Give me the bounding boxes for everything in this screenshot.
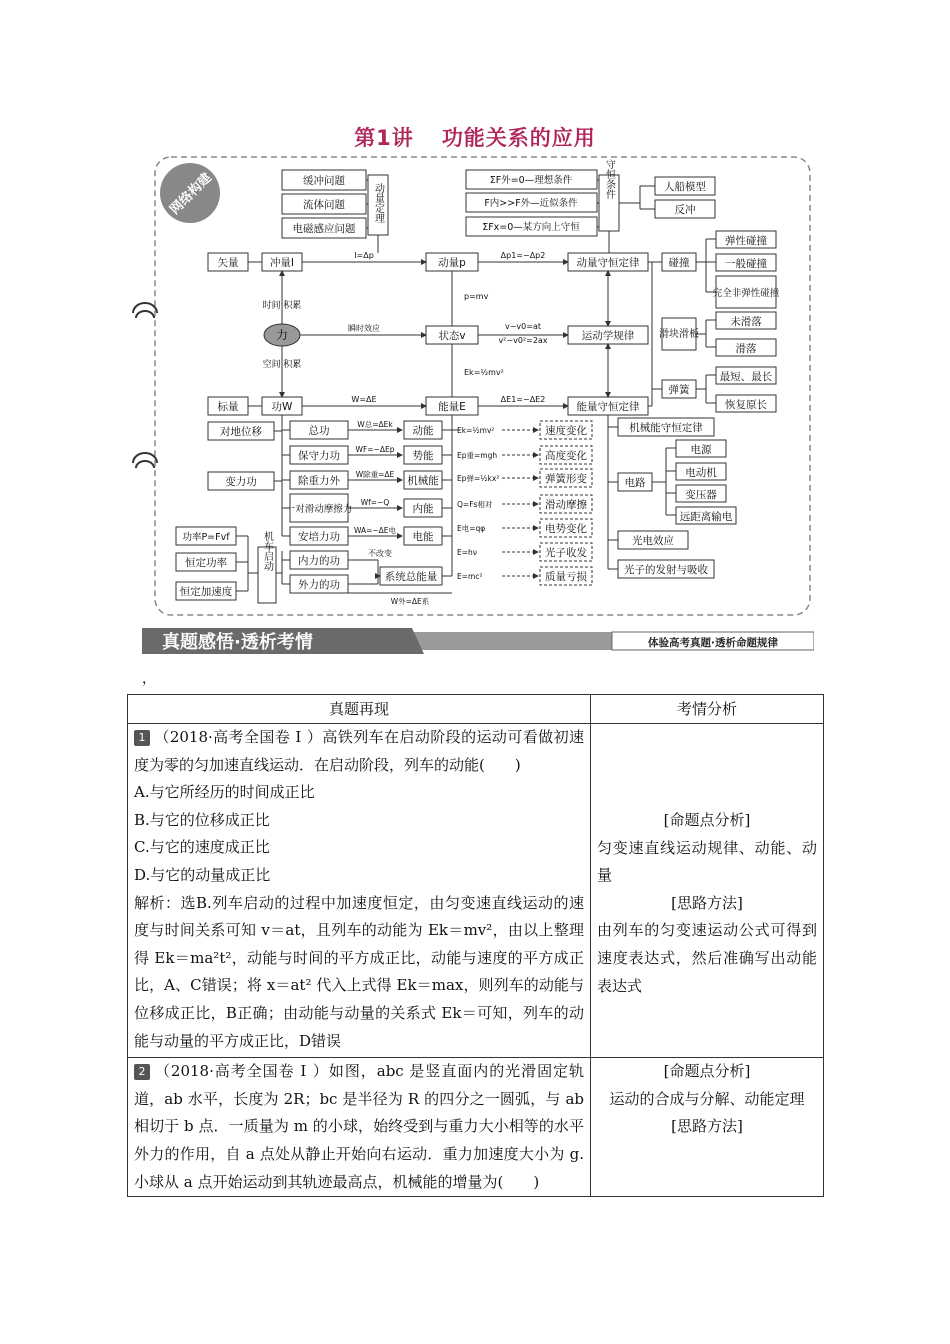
q2-method-heading: [思路方法] [671,1117,743,1136]
node-power: 功率P=Fvf [182,532,230,543]
node-general-collision: 一般碰撞 [725,258,767,270]
node-elastic: 弹性碰撞 [725,235,767,247]
eq-ep-spring: Ep弹=½kx² [457,474,500,483]
node-system-energy: 系统总能量 [384,571,438,583]
eq-mass-energy: E=mc² [457,572,483,581]
node-circuit: 电路 [624,477,646,489]
node-ground-displacement: 对地位移 [220,426,262,438]
node-energy-conservation: 能量守恒定律 [576,401,640,413]
node-approx-cond: F内>>F外—近似条件 [484,198,578,209]
node-transformer: 变压器 [685,489,717,501]
q1-stem [134,724,584,779]
node-ampere-work: 安培力功 [298,531,340,543]
node-spring-deform: 弹簧形变 [545,473,587,485]
node-conservative-work: 保守力功 [298,450,340,462]
node-vehicle-start: 机车启动 [261,531,273,571]
exam-analysis-table [127,694,824,1197]
eq-kinematics-2: v²−v0²=2ax [498,336,548,345]
q2-stem [134,1058,584,1196]
node-photon-emission: 光子的发射与吸收 [624,564,708,576]
node-variable-force-work: 变力功 [225,476,257,488]
node-conservation-cond: 守恒条件 [603,159,615,199]
node-slide-off: 滑落 [735,343,757,355]
q1-method-heading: [思路方法] [671,893,743,912]
eq-impulse: I=Δp [354,251,374,260]
eq-electric: E电=qφ [457,524,486,533]
node-potential: 势能 [412,450,434,462]
binder-ring-bottom [133,453,157,468]
node-motor: 电动机 [685,467,717,479]
node-height-change: 高度变化 [545,450,587,462]
node-velocity-change: 速度变化 [545,425,587,437]
node-momentum-conservation: 动量守恒定律 [576,257,640,269]
node-force: 力 [275,328,289,342]
q1-point-text: 匀变速直线运动规律、动能、动量 [597,838,817,885]
eq-de: ΔE1=−ΔE2 [500,395,546,404]
node-spring: 弹簧 [668,384,690,396]
node-external-work: 外力的功 [298,579,340,591]
eq-photon: E=hν [457,548,477,557]
lecture-number: 第1讲 [354,126,414,150]
header-analysis: 考情分析 [591,695,824,724]
node-internal-work: 内力的功 [298,555,340,567]
node-impulse: 冲量I [269,257,295,269]
node-non-gravity: 除重力外 [298,475,340,487]
eq-ampere: WA=−ΔE电 [353,526,397,535]
node-inelastic: 完全非弹性碰撞 [712,288,780,299]
node-not-slide: 未滑落 [730,316,762,328]
node-energy: 能量E [438,401,466,413]
eq-external: W外=ΔE系 [390,597,430,606]
eq-ek-main: Ek=½mv² [464,368,504,377]
q2-problem-cell [128,1058,591,1197]
network-badge [160,163,220,223]
node-slider: 滑块滑板 [659,329,699,340]
node-transmission: 远距离输电 [679,511,733,523]
node-electric: 电能 [412,531,434,543]
stray-comma: ， [142,671,156,687]
node-friction-pair: 一对滑动摩擦力 [285,504,353,515]
section-banner [142,626,814,656]
eq-kinematics-1: v−v0=at [504,322,542,331]
node-kinematics: 运动学规律 [581,330,635,342]
q2-point-text: 运动的合成与分解、动能定理 [609,1089,805,1108]
node-potential-change: 电势变化 [545,523,587,535]
node-momentum: 动量p [438,257,466,269]
q1-analysis-cell [591,724,824,1058]
node-em-induction: 电磁感应问题 [292,223,356,235]
node-collision: 碰撞 [668,257,690,269]
node-work: 功W [271,401,293,413]
node-vector: 矢量 [217,257,239,269]
node-power-source: 电源 [690,444,712,456]
node-direction-cond: ΣFx=0—某方向上守恒 [482,222,580,233]
eq-friction: Wf=−Q [360,498,390,507]
q1-option-d: D.与它的动量成正比 [134,865,271,884]
eq-work: W=ΔE [351,395,377,404]
node-momentum-theorem: 动量定理 [372,183,384,223]
node-fluid: 流体问题 [303,199,345,211]
q1-option-c: C.与它的速度成正比 [134,838,270,857]
badge-text: 网络构建 [167,170,215,218]
mindmap-labels [180,158,780,606]
node-mass-defect: 质量亏损 [545,571,587,583]
q2-number: 2 [134,1064,150,1080]
banner-title: 真题感悟·透析考情 [162,632,313,653]
node-constant-acc: 恒定加速度 [179,586,233,598]
q1-analysis: 解析：选B.列车启动的过程中加速度恒定，由匀变速直线运动的速度与时间关系可知 v＝at，且列车的动能为 Ek＝mv²，由以上整理得 Ek＝ma²t²，动能与时间的平方成正比，动能与速度的平方成正比，A、C错误；将 x＝at² 代入上式得 Ek＝max，则列车的动能与位移成正比，B正确；由动能与动量的关系式 Ek＝可知，列车的动能与动量的平方成正比，D错误 [134,893,584,1050]
eq-non-gravity: W除重=ΔE [355,470,395,479]
eq-total-work: W总=ΔEk [357,420,393,429]
node-shortest-longest: 最短、最长 [719,371,773,383]
q1-method-text: 由列车的匀变速运动公式可得到速度表达式，然后准确写出动能表达式 [597,921,817,995]
node-constant-power: 恒定功率 [185,557,227,569]
node-mechanical-conservation: 机械能守恒定律 [629,422,703,434]
eq-ep-gravity: Ep重=mgh [457,451,498,460]
node-total-work: 总功 [308,425,330,437]
eq-ek: Ek=½mv² [457,426,495,435]
q1-option-b: B.与它的位移成正比 [134,810,270,829]
label-time-accum: 时间 积累 [262,301,302,311]
q1-stem-text: （2018·高考全国卷 Ⅰ ）高铁列车在启动阶段的运动可看做初速度为零的匀加速直线运动．在启动阶段，列车的动能( ) [134,728,584,774]
eq-conservative-work: WF=−ΔEp [355,445,395,454]
node-recoil: 反冲 [674,204,696,216]
node-ideal-cond: ΣF外=0—理想条件 [489,175,573,186]
lecture-name: 功能关系的应用 [441,126,596,150]
node-state: 状态v [438,330,466,342]
knowledge-mindmap [130,155,820,620]
q2-point-heading: [命题点分析] [663,1062,751,1081]
eq-heat: Q=Fs相对 [457,500,493,509]
binder-ring-top [133,303,157,318]
node-kinetic: 动能 [412,425,434,437]
label-instant: 瞬时效应 [348,324,380,333]
q2-stem-text: （2018·高考全国卷 Ⅰ ）如图，abc 是竖直面内的光滑固定轨道，ab 水平，长度为 2R；bc 是半径为 R 的四分之一圆弧，与 ab 相切于 b 点．一质量为 m 的小球，始终受到与重力大小相等的水平外力的作用，自 a 点处从静止开始向右运动．重力加速度大小为 g. 小球从 a 点开始运动到其轨迹最高点，机械能的增量为( ) [134,1062,584,1191]
node-buffer: 缓冲问题 [303,175,345,187]
node-scalar: 标量 [217,401,239,413]
label-space-accum: 空间 积累 [262,360,302,370]
banner-subtitle: 体验高考真题·透析命题规律 [648,637,778,649]
eq-p-mv: p=mv [464,292,489,301]
node-boat-model: 人船模型 [664,181,706,193]
node-internal: 内能 [412,503,434,515]
node-mechanical: 机械能 [407,475,439,487]
q1-point-heading: [命题点分析] [663,811,751,829]
label-unchanged: 不改变 [368,549,392,558]
q1-number: 1 [134,730,150,746]
node-photoelectric: 光电效应 [632,535,674,547]
node-restore-length: 恢复原长 [725,399,767,411]
q1-problem-cell [128,724,591,1058]
node-sliding-friction: 滑动摩擦 [545,499,587,511]
q2-analysis-cell [591,1058,824,1197]
page-title [0,122,950,152]
node-photon-emit: 光子收发 [545,547,587,559]
eq-dp: Δp1=−Δp2 [500,251,546,260]
header-problem: 真题再现 [128,695,591,724]
q1-option-a: A.与它所经历的时间成正比 [134,783,315,802]
